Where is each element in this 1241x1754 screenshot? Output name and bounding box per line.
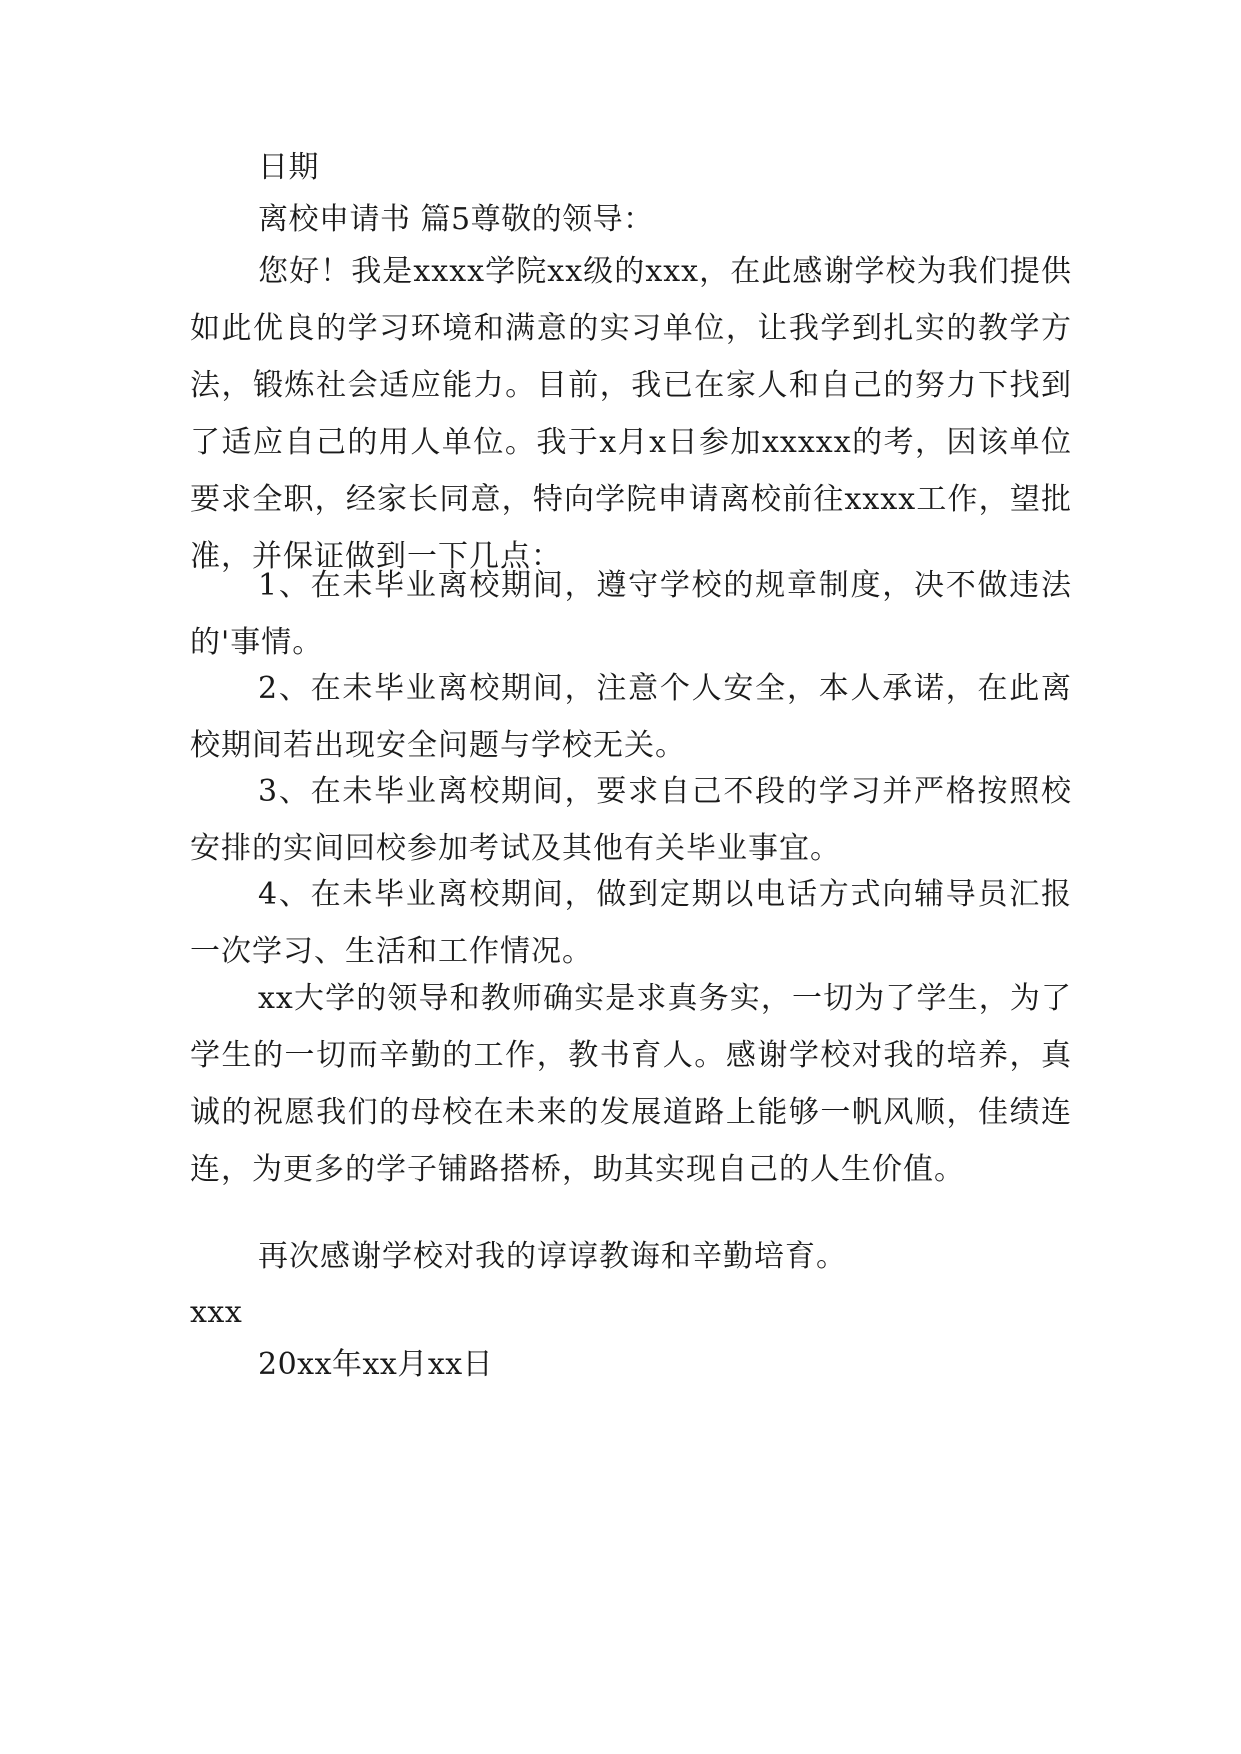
paragraph-closing: xx大学的领导和教师确实是求真务实，一切为了学生，为了学生的一切而辛勤的工作，教书育人。感谢学校对我的培养，真诚的祝愿我们的母校在未来的发展道路上能够一帆风顺，佳绩连连，为更多的学子铺路搭桥，助其实现自己的人生价值。 (190, 981, 1072, 1187)
paragraph-intro: 您好！我是xxxx学院xx级的xxx，在此感谢学校为我们提供如此优良的学习环境和满意的实习单位，让我学到扎实的教学方法，锻炼社会适应能力。目前，我已在家人和自己的努力下找到了适应自己的用人单位。我于x月x日参加xxxxx的考，因该单位要求全职，经家长同意，特向学院申请离校前往xxxx工作，望批准，并保证做到一下几点： (190, 254, 1072, 574)
signature: xxx (190, 1295, 243, 1330)
paragraph-item-1: 1、在未毕业离校期间，遵守学校的规章制度，决不做违法的'事情。 (190, 568, 1072, 660)
document-heading: 离校申请书 篇5尊敬的领导： (258, 202, 654, 237)
paragraph-item-3: 3、在未毕业离校期间，要求自己不段的学习并严格按照校安排的实间回校参加考试及其他有关毕业事宜。 (190, 774, 1072, 866)
paragraph-item-4: 4、在未毕业离校期间，做到定期以电话方式向辅导员汇报一次学习、生活和工作情况。 (190, 877, 1072, 969)
signed-date: 20xx年xx月xx日 (258, 1347, 494, 1382)
paragraph-thanks: 再次感谢学校对我的谆谆教诲和辛勤培育。 (258, 1239, 847, 1274)
paragraph-item-2: 2、在未毕业离校期间，注意个人安全，本人承诺，在此离校期间若出现安全问题与学校无关。 (190, 671, 1072, 763)
date-label: 日期 (258, 150, 319, 185)
